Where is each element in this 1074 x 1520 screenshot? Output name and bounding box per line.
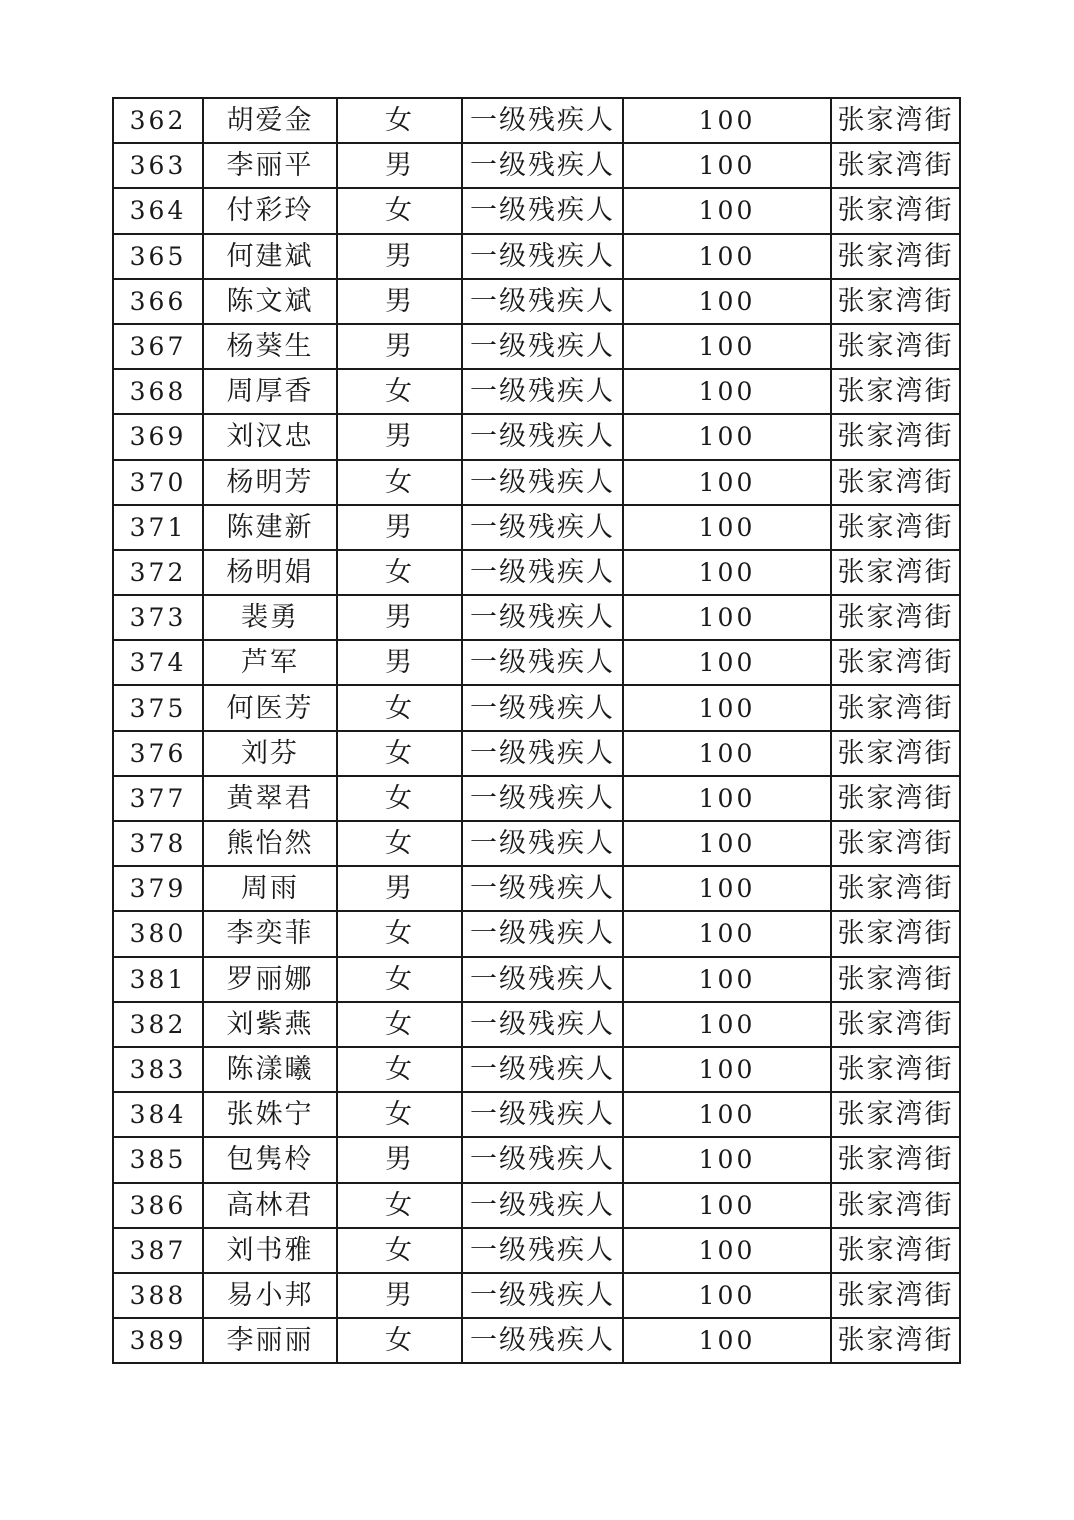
cell-street: 张家湾街	[831, 866, 960, 911]
cell-amount: 100	[623, 821, 831, 866]
cell-amount: 100	[623, 640, 831, 685]
cell-street: 张家湾街	[831, 1137, 960, 1182]
cell-amount: 100	[623, 1183, 831, 1228]
cell-name: 黄翠君	[203, 776, 337, 821]
cell-name: 何医芳	[203, 685, 337, 730]
table-row	[113, 731, 960, 776]
table-body	[113, 98, 960, 1363]
cell-street: 张家湾街	[831, 776, 960, 821]
cell-category: 一级残疾人	[462, 685, 623, 730]
cell-category: 一级残疾人	[462, 1183, 623, 1228]
cell-category: 一级残疾人	[462, 1002, 623, 1047]
cell-category: 一级残疾人	[462, 866, 623, 911]
cell-name: 周雨	[203, 866, 337, 911]
cell-number: 389	[113, 1318, 203, 1363]
cell-gender: 女	[337, 1002, 462, 1047]
cell-number: 380	[113, 911, 203, 956]
cell-category: 一级残疾人	[462, 821, 623, 866]
cell-street: 张家湾街	[831, 460, 960, 505]
table-row	[113, 505, 960, 550]
cell-name: 陈文斌	[203, 279, 337, 324]
cell-street: 张家湾街	[831, 1318, 960, 1363]
cell-gender: 女	[337, 188, 462, 233]
cell-gender: 女	[337, 1228, 462, 1273]
cell-number: 377	[113, 776, 203, 821]
table-row	[113, 595, 960, 640]
cell-number: 365	[113, 234, 203, 279]
cell-amount: 100	[623, 685, 831, 730]
cell-category: 一级残疾人	[462, 595, 623, 640]
cell-category: 一级残疾人	[462, 369, 623, 414]
cell-number: 376	[113, 731, 203, 776]
cell-street: 张家湾街	[831, 188, 960, 233]
cell-number: 388	[113, 1273, 203, 1318]
cell-name: 刘紫燕	[203, 1002, 337, 1047]
cell-gender: 男	[337, 324, 462, 369]
cell-number: 382	[113, 1002, 203, 1047]
table-row	[113, 324, 960, 369]
cell-gender: 男	[337, 640, 462, 685]
cell-name: 杨明芳	[203, 460, 337, 505]
cell-gender: 女	[337, 911, 462, 956]
cell-category: 一级残疾人	[462, 640, 623, 685]
cell-number: 386	[113, 1183, 203, 1228]
cell-number: 385	[113, 1137, 203, 1182]
cell-number: 371	[113, 505, 203, 550]
cell-amount: 100	[623, 324, 831, 369]
cell-gender: 女	[337, 1047, 462, 1092]
cell-street: 张家湾街	[831, 1183, 960, 1228]
cell-number: 369	[113, 414, 203, 459]
cell-street: 张家湾街	[831, 821, 960, 866]
table-row	[113, 1273, 960, 1318]
cell-amount: 100	[623, 595, 831, 640]
cell-amount: 100	[623, 957, 831, 1002]
cell-number: 374	[113, 640, 203, 685]
cell-gender: 女	[337, 369, 462, 414]
cell-name: 付彩玲	[203, 188, 337, 233]
cell-number: 366	[113, 279, 203, 324]
cell-number: 387	[113, 1228, 203, 1273]
cell-number: 370	[113, 460, 203, 505]
cell-name: 陈漾曦	[203, 1047, 337, 1092]
cell-category: 一级残疾人	[462, 911, 623, 956]
cell-gender: 男	[337, 414, 462, 459]
cell-name: 杨葵生	[203, 324, 337, 369]
cell-gender: 男	[337, 595, 462, 640]
cell-gender: 男	[337, 505, 462, 550]
cell-name: 李丽丽	[203, 1318, 337, 1363]
cell-gender: 女	[337, 821, 462, 866]
cell-number: 375	[113, 685, 203, 730]
cell-number: 367	[113, 324, 203, 369]
cell-amount: 100	[623, 1002, 831, 1047]
cell-category: 一级残疾人	[462, 143, 623, 188]
table-row	[113, 550, 960, 595]
cell-amount: 100	[623, 505, 831, 550]
cell-number: 378	[113, 821, 203, 866]
cell-amount: 100	[623, 98, 831, 143]
cell-amount: 100	[623, 1228, 831, 1273]
cell-street: 张家湾街	[831, 324, 960, 369]
cell-name: 刘书雅	[203, 1228, 337, 1273]
cell-name: 易小邦	[203, 1273, 337, 1318]
cell-amount: 100	[623, 1092, 831, 1137]
table-row	[113, 776, 960, 821]
cell-category: 一级残疾人	[462, 1092, 623, 1137]
table-row	[113, 234, 960, 279]
cell-amount: 100	[623, 279, 831, 324]
cell-amount: 100	[623, 1047, 831, 1092]
cell-street: 张家湾街	[831, 369, 960, 414]
cell-amount: 100	[623, 460, 831, 505]
cell-amount: 100	[623, 143, 831, 188]
cell-gender: 男	[337, 866, 462, 911]
cell-street: 张家湾街	[831, 505, 960, 550]
cell-gender: 女	[337, 98, 462, 143]
cell-street: 张家湾街	[831, 1002, 960, 1047]
cell-amount: 100	[623, 414, 831, 459]
cell-street: 张家湾街	[831, 685, 960, 730]
cell-name: 何建斌	[203, 234, 337, 279]
cell-number: 373	[113, 595, 203, 640]
cell-gender: 女	[337, 776, 462, 821]
cell-amount: 100	[623, 1318, 831, 1363]
cell-name: 刘芬	[203, 731, 337, 776]
cell-name: 李奕菲	[203, 911, 337, 956]
table-row	[113, 866, 960, 911]
cell-name: 包隽柃	[203, 1137, 337, 1182]
table-row	[113, 460, 960, 505]
cell-street: 张家湾街	[831, 143, 960, 188]
cell-amount: 100	[623, 1137, 831, 1182]
cell-name: 芦军	[203, 640, 337, 685]
cell-gender: 男	[337, 279, 462, 324]
cell-category: 一级残疾人	[462, 731, 623, 776]
cell-street: 张家湾街	[831, 279, 960, 324]
cell-category: 一级残疾人	[462, 505, 623, 550]
table-row	[113, 369, 960, 414]
cell-name: 刘汉忠	[203, 414, 337, 459]
table-row	[113, 279, 960, 324]
cell-category: 一级残疾人	[462, 1228, 623, 1273]
cell-gender: 女	[337, 1183, 462, 1228]
table-row	[113, 957, 960, 1002]
table-row	[113, 640, 960, 685]
cell-number: 368	[113, 369, 203, 414]
table-row	[113, 1092, 960, 1137]
cell-street: 张家湾街	[831, 1228, 960, 1273]
table-row	[113, 1228, 960, 1273]
cell-gender: 男	[337, 143, 462, 188]
cell-amount: 100	[623, 234, 831, 279]
cell-category: 一级残疾人	[462, 1318, 623, 1363]
cell-amount: 100	[623, 188, 831, 233]
cell-category: 一级残疾人	[462, 460, 623, 505]
table-row	[113, 1002, 960, 1047]
cell-gender: 男	[337, 234, 462, 279]
table-row	[113, 1183, 960, 1228]
cell-category: 一级残疾人	[462, 279, 623, 324]
cell-street: 张家湾街	[831, 550, 960, 595]
cell-amount: 100	[623, 866, 831, 911]
cell-category: 一级残疾人	[462, 98, 623, 143]
cell-name: 高林君	[203, 1183, 337, 1228]
cell-name: 杨明娟	[203, 550, 337, 595]
cell-category: 一级残疾人	[462, 957, 623, 1002]
cell-category: 一级残疾人	[462, 1047, 623, 1092]
cell-amount: 100	[623, 369, 831, 414]
cell-gender: 女	[337, 1318, 462, 1363]
cell-street: 张家湾街	[831, 1047, 960, 1092]
cell-name: 陈建新	[203, 505, 337, 550]
table-row	[113, 414, 960, 459]
cell-number: 384	[113, 1092, 203, 1137]
table-row	[113, 911, 960, 956]
cell-name: 罗丽娜	[203, 957, 337, 1002]
cell-number: 372	[113, 550, 203, 595]
cell-street: 张家湾街	[831, 957, 960, 1002]
cell-category: 一级残疾人	[462, 234, 623, 279]
cell-gender: 男	[337, 1273, 462, 1318]
cell-category: 一级残疾人	[462, 414, 623, 459]
table-row	[113, 1318, 960, 1363]
cell-number: 364	[113, 188, 203, 233]
cell-number: 363	[113, 143, 203, 188]
cell-gender: 女	[337, 731, 462, 776]
cell-number: 362	[113, 98, 203, 143]
cell-street: 张家湾街	[831, 234, 960, 279]
cell-name: 熊怡然	[203, 821, 337, 866]
cell-name: 胡爱金	[203, 98, 337, 143]
cell-category: 一级残疾人	[462, 1137, 623, 1182]
table-row	[113, 98, 960, 143]
cell-category: 一级残疾人	[462, 550, 623, 595]
cell-street: 张家湾街	[831, 1092, 960, 1137]
cell-category: 一级残疾人	[462, 188, 623, 233]
cell-amount: 100	[623, 550, 831, 595]
cell-amount: 100	[623, 1273, 831, 1318]
cell-street: 张家湾街	[831, 911, 960, 956]
cell-street: 张家湾街	[831, 414, 960, 459]
cell-gender: 女	[337, 460, 462, 505]
cell-street: 张家湾街	[831, 595, 960, 640]
cell-street: 张家湾街	[831, 98, 960, 143]
cell-gender: 女	[337, 550, 462, 595]
cell-street: 张家湾街	[831, 731, 960, 776]
recipient-table	[112, 97, 961, 1364]
cell-name: 裴勇	[203, 595, 337, 640]
cell-amount: 100	[623, 731, 831, 776]
cell-name: 周厚香	[203, 369, 337, 414]
cell-gender: 女	[337, 957, 462, 1002]
table-row	[113, 821, 960, 866]
cell-gender: 女	[337, 685, 462, 730]
cell-street: 张家湾街	[831, 1273, 960, 1318]
cell-category: 一级残疾人	[462, 776, 623, 821]
cell-number: 381	[113, 957, 203, 1002]
table-row	[113, 1047, 960, 1092]
cell-number: 379	[113, 866, 203, 911]
table-row	[113, 685, 960, 730]
cell-number: 383	[113, 1047, 203, 1092]
table-row	[113, 143, 960, 188]
cell-amount: 100	[623, 776, 831, 821]
cell-name: 李丽平	[203, 143, 337, 188]
cell-name: 张姝宁	[203, 1092, 337, 1137]
table-row	[113, 1137, 960, 1182]
cell-category: 一级残疾人	[462, 1273, 623, 1318]
table-row	[113, 188, 960, 233]
cell-gender: 女	[337, 1092, 462, 1137]
cell-street: 张家湾街	[831, 640, 960, 685]
cell-category: 一级残疾人	[462, 324, 623, 369]
cell-gender: 男	[337, 1137, 462, 1182]
cell-amount: 100	[623, 911, 831, 956]
